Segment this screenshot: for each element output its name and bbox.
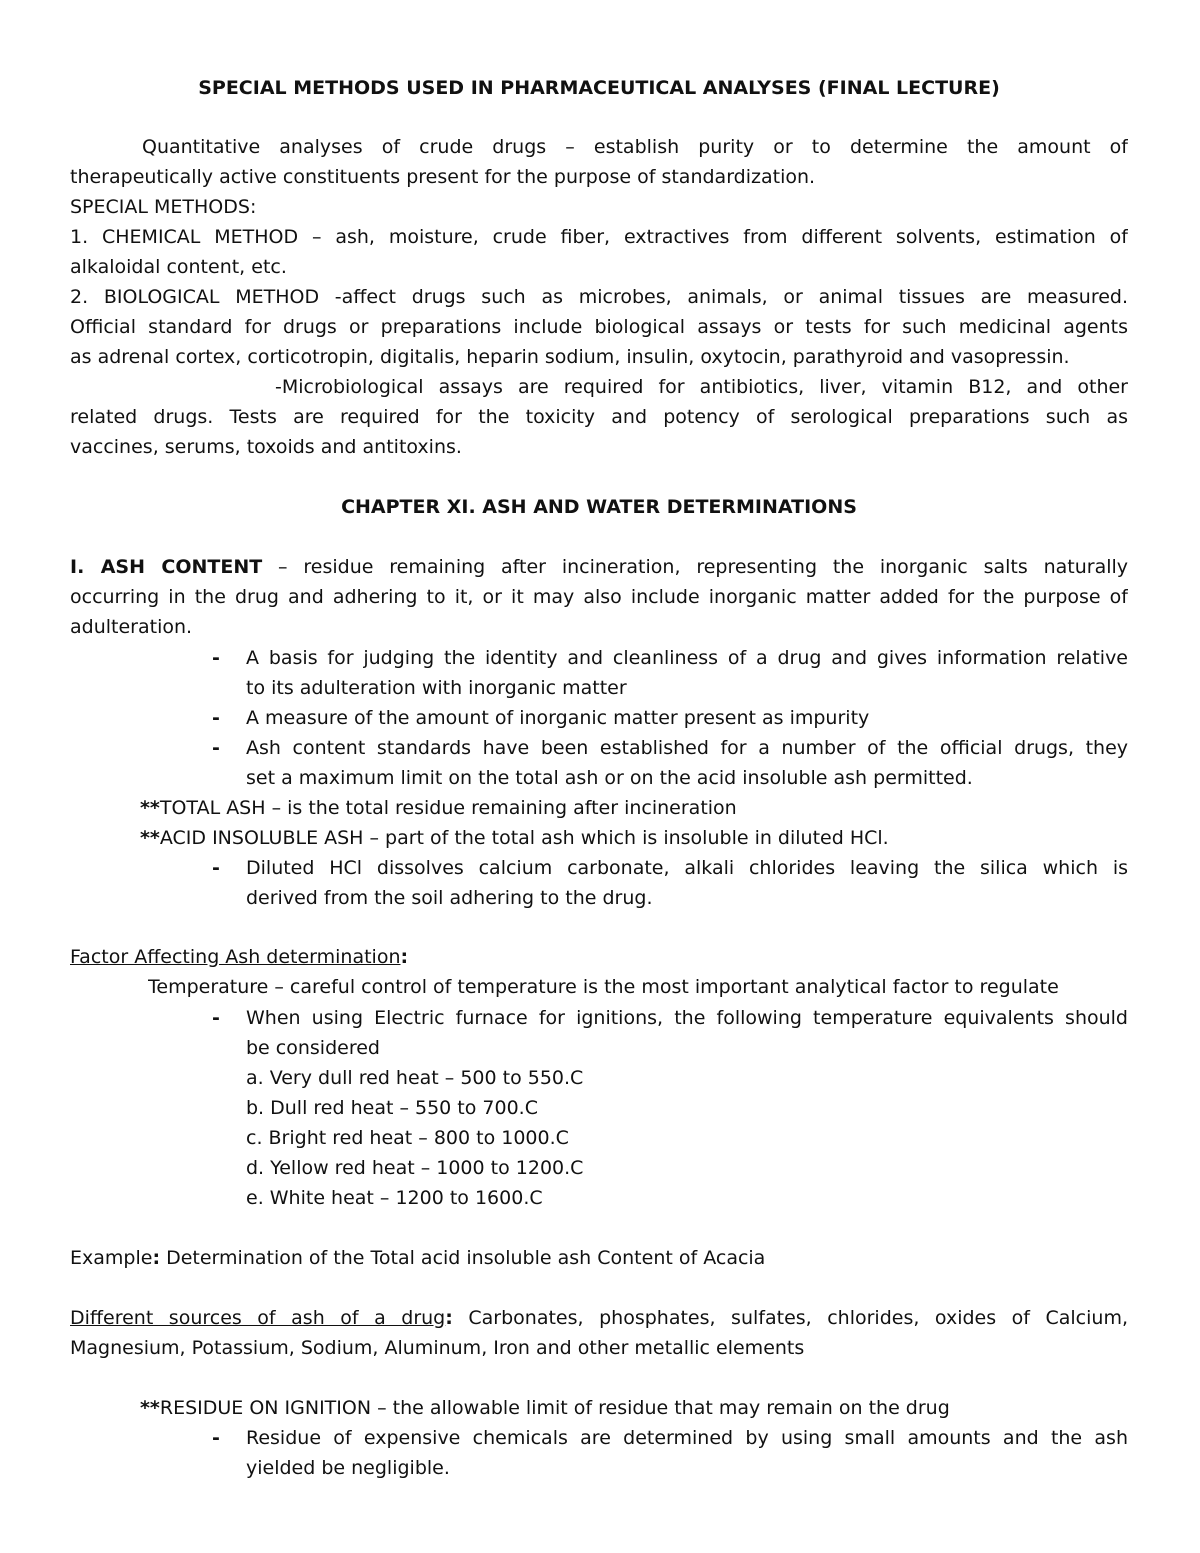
ash-content-line-1 bbox=[70, 552, 1128, 582]
factor-heading bbox=[70, 942, 1128, 972]
residue-bullet-line-1: Residue of expensive chemicals are determined by using small amounts and the ash bbox=[246, 1427, 1128, 1449]
sources-line-1 bbox=[70, 1303, 1128, 1333]
sources-text-1: Carbonates, phosphates, sulfates, chlorides, oxides of Calcium, bbox=[468, 1307, 1128, 1329]
residue-text: RESIDUE ON IGNITION – the allowable limit of residue that may remain on the drug bbox=[159, 1397, 950, 1419]
special-methods-heading: SPECIAL METHODS: bbox=[70, 196, 257, 218]
furnace-bullet-line-2: be considered bbox=[246, 1037, 380, 1059]
chapter-heading: CHAPTER XI. ASH AND WATER DETERMINATIONS bbox=[341, 496, 857, 518]
furnace-bullet-line-1: When using Electric furnace for ignitions, the following temperature equivalents should bbox=[246, 1007, 1128, 1029]
heat-item-d: d. Yellow red heat – 1000 to 1200.C bbox=[246, 1157, 584, 1179]
bullet-dash: - bbox=[212, 737, 220, 759]
micro-line-1: -Microbiological assays are required for antibiotics, liver, vitamin B12, and other bbox=[275, 376, 1128, 398]
factor-heading-colon: : bbox=[400, 946, 409, 968]
double-star: ** bbox=[140, 797, 160, 819]
bullet-dash: - bbox=[212, 1427, 220, 1449]
micro-line-2: related drugs. Tests are required for the toxicity and potency of serological preparations such as bbox=[70, 406, 1128, 428]
heat-item-e: e. White heat – 1200 to 1600.C bbox=[246, 1187, 543, 1209]
bullet-dash: - bbox=[212, 707, 220, 729]
example-text: Determination of the Total acid insoluble ash Content of Acacia bbox=[166, 1247, 766, 1269]
hcl-bullet-line-1: Diluted HCl dissolves calcium carbonate, alkali chlorides leaving the silica which is bbox=[246, 857, 1128, 879]
total-ash-text: TOTAL ASH – is the total residue remaining after incineration bbox=[159, 797, 737, 819]
ash-content-line-3: adulteration. bbox=[70, 616, 193, 638]
biological-method-line-3: as adrenal cortex, corticotropin, digitalis, heparin sodium, insulin, oxytocin, parathyroid and vasopressin. bbox=[70, 346, 1070, 368]
bullet-dash: - bbox=[212, 1007, 220, 1029]
total-ash-line bbox=[140, 793, 1128, 823]
hcl-bullet-line-2: derived from the soil adhering to the drug. bbox=[246, 887, 653, 909]
heat-item-c: c. Bright red heat – 800 to 1000.C bbox=[246, 1127, 569, 1149]
intro-line-2: therapeutically active constituents present for the purpose of standardization. bbox=[70, 166, 816, 188]
biological-method-line-2: Official standard for drugs or preparations include biological assays or tests for such medicinal agents bbox=[70, 316, 1128, 338]
ash-bullet-1-line-1: A basis for judging the identity and cleanliness of a drug and gives information relative bbox=[246, 647, 1128, 669]
heat-item-a: a. Very dull red heat – 500 to 550.C bbox=[246, 1067, 584, 1089]
acid-insoluble-line bbox=[140, 823, 1128, 853]
residue-bullet-line-2: yielded be negligible. bbox=[246, 1457, 450, 1479]
sources-heading: Different sources of ash of a drug bbox=[70, 1307, 446, 1329]
example-line bbox=[70, 1243, 1128, 1273]
chemical-method-line-2: alkaloidal content, etc. bbox=[70, 256, 287, 278]
residue-line bbox=[140, 1393, 1128, 1423]
ash-content-definition: – residue remaining after incineration, representing the inorganic salts naturally bbox=[278, 556, 1128, 578]
page-title: SPECIAL METHODS USED IN PHARMACEUTICAL ANALYSES (FINAL LECTURE) bbox=[198, 77, 1000, 99]
ash-content-line-2: occurring in the drug and adhering to it, or it may also include inorganic matter added for the purpose of bbox=[70, 586, 1128, 608]
example-label: Example bbox=[70, 1247, 153, 1269]
temperature-line: Temperature – careful control of temperature is the most important analytical factor to regulate bbox=[148, 976, 1059, 998]
intro-line-1: Quantitative analyses of crude drugs – establish purity or to determine the amount of bbox=[142, 136, 1128, 158]
heat-item-b: b. Dull red heat – 550 to 700.C bbox=[246, 1097, 538, 1119]
factor-heading-text: Factor Affecting Ash determination bbox=[70, 946, 401, 968]
biological-method-line-1: 2. BIOLOGICAL METHOD -affect drugs such as microbes, animals, or animal tissues are measured. bbox=[70, 286, 1128, 308]
bullet-dash: - bbox=[212, 857, 220, 879]
sources-colon: : bbox=[445, 1307, 453, 1329]
double-star: ** bbox=[140, 827, 160, 849]
ash-bullet-2: A measure of the amount of inorganic matter present as impurity bbox=[246, 707, 870, 729]
ash-content-label: I. ASH CONTENT bbox=[70, 556, 263, 578]
bullet-dash: - bbox=[212, 647, 220, 669]
ash-bullet-3-line-2: set a maximum limit on the total ash or on the acid insoluble ash permitted. bbox=[246, 767, 973, 789]
ash-bullet-1-line-2: to its adulteration with inorganic matter bbox=[246, 677, 627, 699]
micro-line-3: vaccines, serums, toxoids and antitoxins. bbox=[70, 436, 462, 458]
example-colon: : bbox=[152, 1247, 161, 1269]
sources-line-2: Magnesium, Potassium, Sodium, Aluminum, Iron and other metallic elements bbox=[70, 1337, 805, 1359]
acid-insoluble-text: ACID INSOLUBLE ASH – part of the total ash which is insoluble in diluted HCl. bbox=[159, 827, 889, 849]
ash-bullet-3-line-1: Ash content standards have been established for a number of the official drugs, they bbox=[246, 737, 1128, 759]
double-star: ** bbox=[140, 1397, 160, 1419]
chemical-method-line-1: 1. CHEMICAL METHOD – ash, moisture, crude fiber, extractives from different solvents, estimation of bbox=[70, 226, 1128, 248]
